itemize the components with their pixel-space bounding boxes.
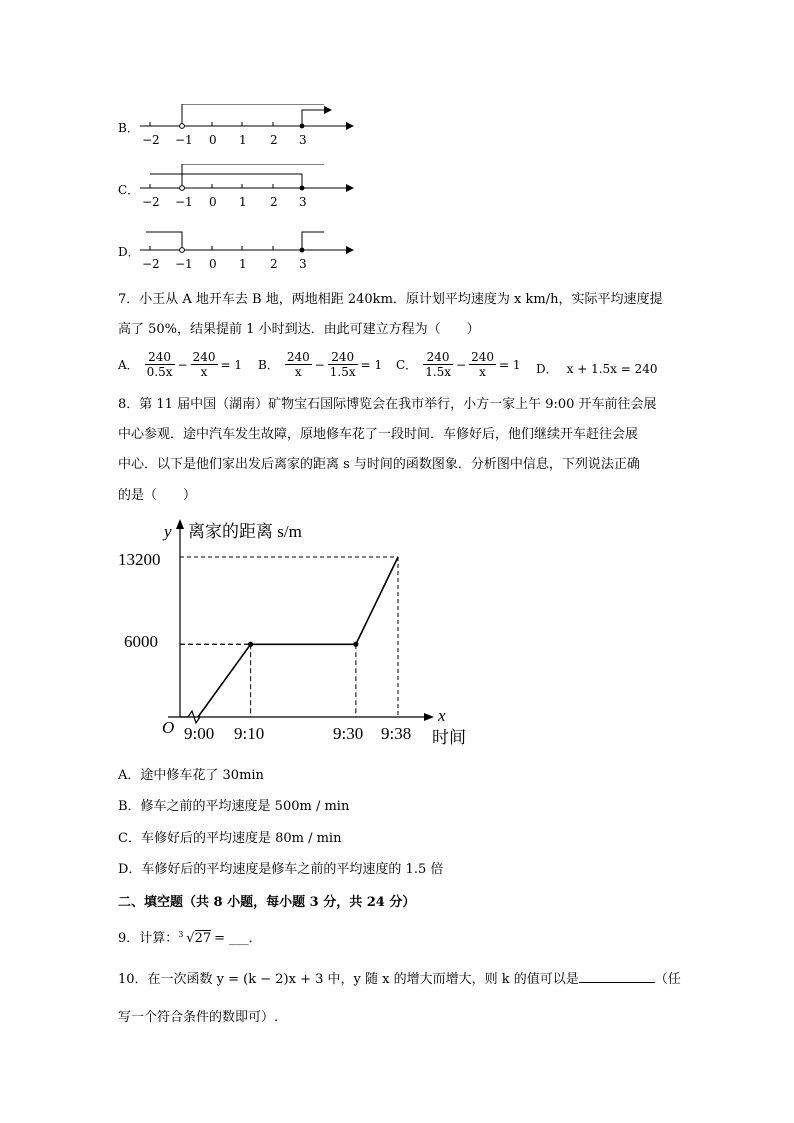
q9-prefix: 9．计算： <box>118 931 179 946</box>
section-heading: 二、填空题（共 8 小题，每小题 3 分，共 24 分） <box>118 895 416 910</box>
number-line-d-figure <box>140 228 360 272</box>
x-axis-arrow <box>424 713 434 721</box>
q8-line-3: 中心．以下是他们家出发后离家的距离 s 与时间的函数图象．分析图中信息，下列说法正确 <box>118 457 640 472</box>
x-tick-label-930: 9:30 <box>333 724 364 743</box>
answer-blank[interactable] <box>579 982 655 983</box>
q10-suffix: （任 <box>654 972 681 987</box>
ticks <box>150 246 302 250</box>
q8-line-4: 的是（ ） <box>118 488 197 503</box>
y-tick-label-13200: 13200 <box>118 550 161 569</box>
q7-line-2: 高了 50%，结果提前 1 小时到达．由此可建立方程为（ ） <box>118 322 480 337</box>
data-point-2 <box>353 642 358 647</box>
data-point-1 <box>248 642 253 647</box>
solid-dot <box>300 186 305 191</box>
q8-line-2: 中心参观．途中汽车发生故障，原地修车花了一段时间．车修好后，他们继续开车赶往会展 <box>118 427 639 442</box>
q9 <box>118 929 262 949</box>
number-line-c-figure <box>140 164 360 210</box>
q8-option-d[interactable]: D．车修好后的平均速度是修车之前的平均速度的 1.5 倍 <box>118 862 444 877</box>
option-label: D． <box>118 245 140 259</box>
ray-right-from-3 <box>302 232 324 250</box>
option-label: C． <box>118 183 140 197</box>
x-axis-symbol: x <box>438 706 446 725</box>
ray-right-from-minus1 <box>182 104 324 126</box>
origin-label: O <box>162 718 175 737</box>
series-line-s <box>198 557 398 717</box>
arrow-head <box>346 122 354 130</box>
ray-from-minus1 <box>182 164 324 188</box>
ray-left-to-minus1 <box>146 232 182 250</box>
q9-suffix: = ___． <box>214 931 262 946</box>
q7-option-d[interactable]: D． x + 1.5x = 240 <box>536 361 658 376</box>
y-axis-symbol: y <box>164 522 172 541</box>
number-line-b-figure <box>140 104 360 148</box>
q8-option-a[interactable]: A．途中修车花了 30min <box>118 768 264 783</box>
x-tick-label-938: 9:38 <box>381 724 412 743</box>
cube-root <box>178 929 211 949</box>
q10-line-2: 写一个符合条件的数即可）. <box>118 1010 279 1025</box>
fraction: $\frac{240}{x}$ <box>471 350 495 379</box>
q10-prefix: 10．在一次函数 y = (k − 2)x + 3 中，y 随 x 的增大而增大，则 k 的值可以是 <box>118 972 579 987</box>
fraction: $\frac{240}{x}$ <box>286 350 310 379</box>
fraction: $\frac{240}{0.5x}$ <box>146 350 173 379</box>
option-label: B． <box>118 121 139 135</box>
radical-sign: √ <box>186 931 195 946</box>
q7-option-a[interactable]: A． $\frac{240}{0.5x}$ − $\frac{240}{x}$ = 1 <box>118 350 243 379</box>
q7-option-c[interactable]: C． $\frac{240}{1.5x}$ − $\frac{240}{x}$ = 1 <box>396 350 521 379</box>
q8-option-b[interactable]: B．修车之前的平均速度是 500m / min <box>118 799 350 814</box>
q8-line-1: 8．第 11 届中国（湖南）矿物宝石国际博览会在我市举行，小方一家上午 9:00 开车前往会展 <box>118 397 657 412</box>
x-tick-label-900: 9:00 <box>184 724 215 743</box>
q7-options <box>118 350 678 386</box>
distance-time-chart <box>118 515 488 755</box>
open-dot <box>180 248 185 253</box>
segment-to-3 <box>150 174 302 188</box>
q7-option-b[interactable]: B． $\frac{240}{x}$ − $\frac{240}{1.5x}$ = 1 <box>258 350 383 379</box>
ray-right-from-3 <box>302 110 324 126</box>
fraction: $\frac{240}{1.5x}$ <box>425 350 452 379</box>
solid-dot <box>300 124 305 129</box>
open-dot <box>180 186 185 191</box>
q8-option-c[interactable]: C．车修好后的平均速度是 80m / min <box>118 831 342 846</box>
y-tick-label-6000: 6000 <box>124 632 158 651</box>
solid-dot <box>300 248 305 253</box>
ticks <box>150 122 302 126</box>
y-axis-label: 离家的距离 s/m <box>188 522 302 541</box>
radicand: 27 <box>194 931 212 946</box>
fraction: $\frac{240}{1.5x}$ <box>329 350 356 379</box>
root-index: 3 <box>178 930 184 939</box>
x-axis-label: 时间 <box>432 728 466 747</box>
ticks <box>150 184 302 188</box>
q7-line-1: 7．小王从 A 地开车去 B 地，两地相距 240km．原计划平均速度为 x km/h，实际平均速度提 <box>118 292 663 307</box>
y-axis-arrow <box>176 519 184 529</box>
x-tick-label-910: 9:10 <box>234 724 265 743</box>
open-dot <box>180 124 185 129</box>
fraction: $\frac{240}{x}$ <box>192 350 216 379</box>
q10-line-1 <box>118 970 681 990</box>
